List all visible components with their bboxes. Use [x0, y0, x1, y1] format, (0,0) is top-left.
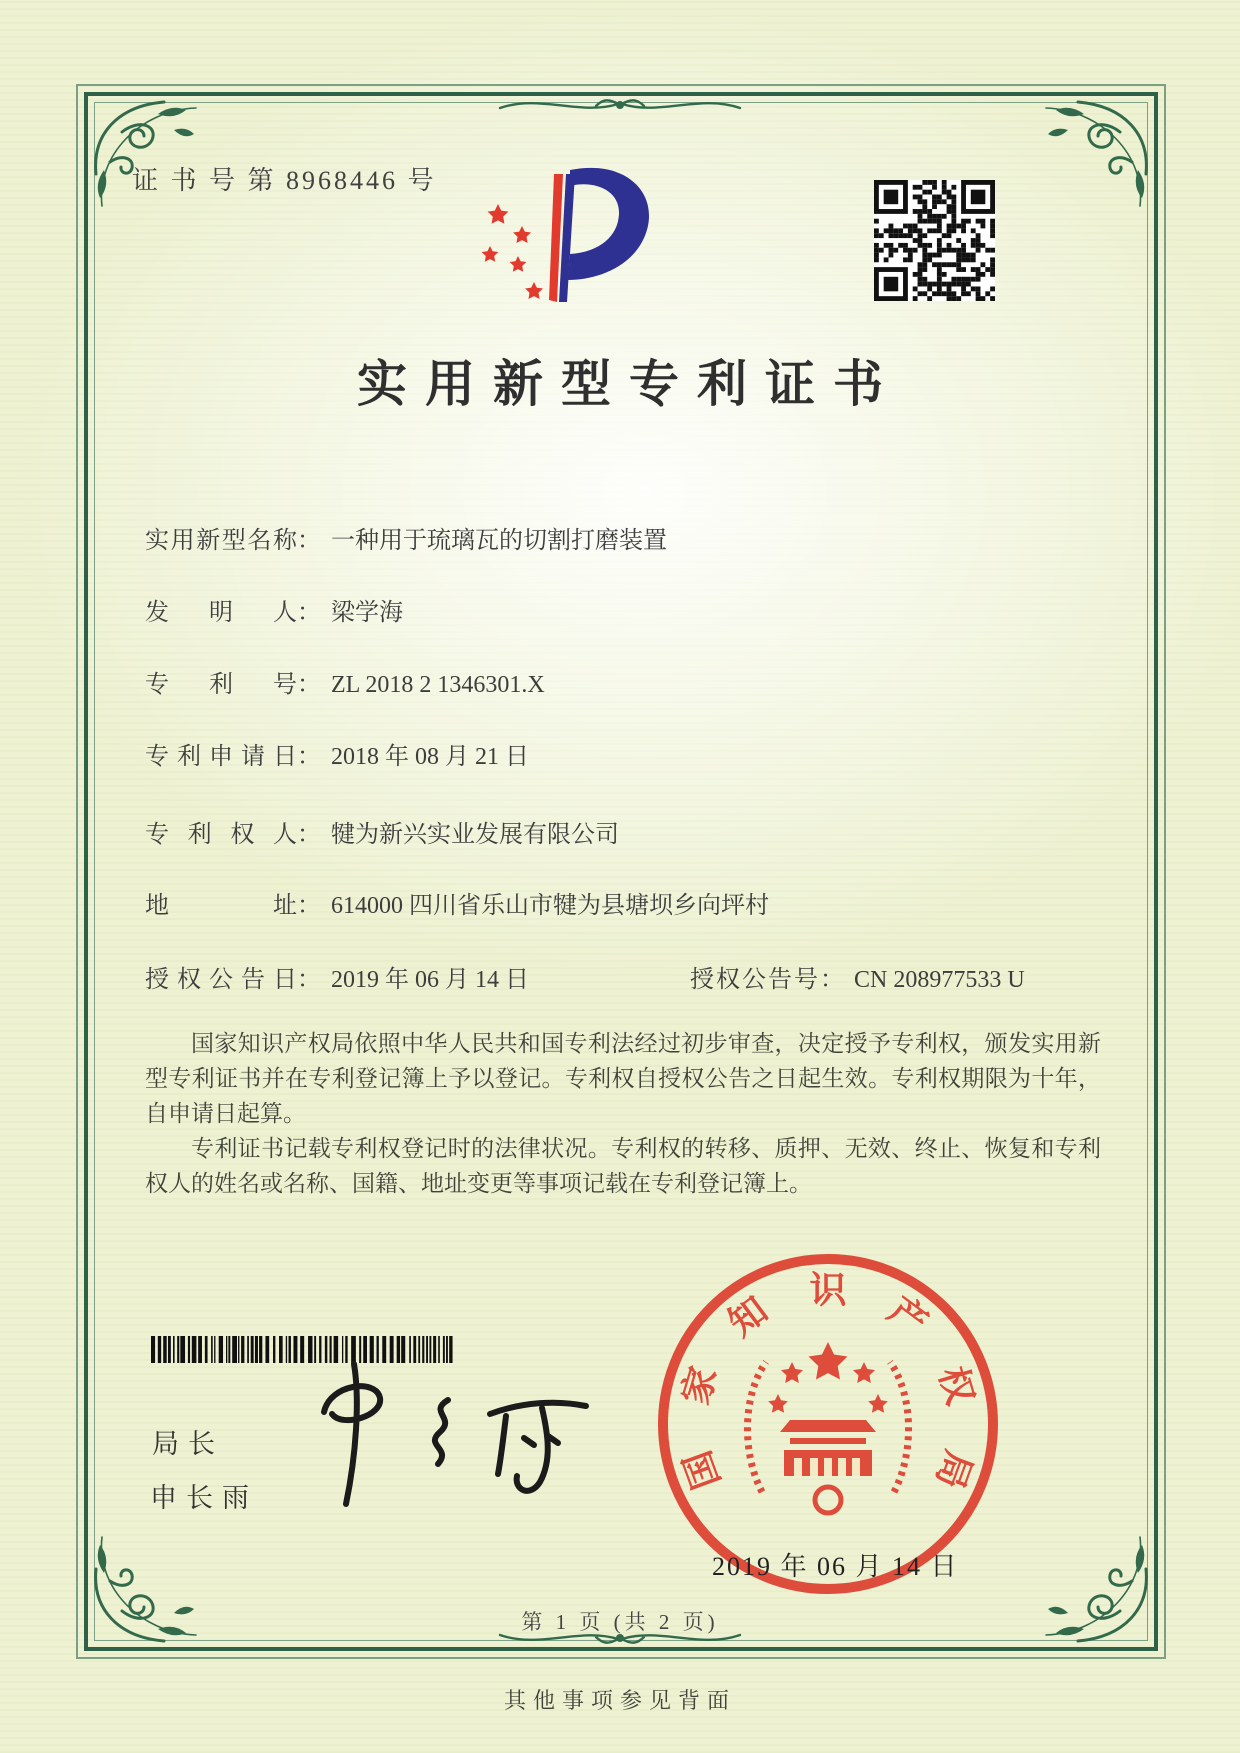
svg-text:产: 产 — [880, 1289, 935, 1345]
field-grant-number — [690, 963, 1025, 997]
field-row-address — [145, 889, 769, 923]
certificate-number: 证 书 号 第 8968446 号 — [132, 166, 437, 195]
cnipa-logo-icon — [466, 156, 676, 318]
field-label: 授权公告日 — [145, 967, 297, 993]
field-label: 专利权人 — [145, 822, 297, 848]
field-label: 发明人 — [145, 600, 297, 626]
field-value: 梁学海 — [331, 600, 403, 626]
field-label: 专利申请日 — [145, 744, 297, 770]
page-indicator: 第 1 页 (共 2 页) — [521, 1610, 719, 1634]
field-value: 犍为新兴实业发展有限公司 — [331, 822, 619, 848]
field-row-filing-date — [145, 740, 529, 774]
field-label: 实用新型名称 — [145, 528, 297, 554]
field-colon: ： — [297, 744, 321, 770]
seal-date: 2019 年 06 月 14 日 — [712, 1552, 959, 1581]
field-colon: ： — [297, 672, 321, 698]
field-label: 授权公告号 — [690, 967, 820, 993]
field-colon: ： — [297, 822, 321, 848]
field-row-inventor — [145, 596, 403, 630]
svg-text:知: 知 — [721, 1289, 776, 1345]
legal-paragraph-1: 国家知识产权局依照中华人民共和国专利法经过初步审查，决定授予专利权，颁发实用新型专利证书并在专利登记簿上予以登记。专利权自授权公告之日起生效。专利权期限为十年，自申请日起算。 — [145, 1031, 1101, 1126]
field-row-patent-number — [145, 668, 545, 702]
field-colon: ： — [297, 528, 321, 554]
field-row-patentee — [145, 818, 619, 852]
field-value: CN 208977533 U — [854, 967, 1025, 993]
field-value: 2019 年 06 月 14 日 — [331, 967, 529, 993]
field-colon: ： — [297, 600, 321, 626]
field-value: 614000 四川省乐山市犍为县塘坝乡向坪村 — [331, 893, 769, 919]
back-side-note: 其他事项参见背面 — [503, 1688, 736, 1713]
field-value: ZL 2018 2 1346301.X — [331, 672, 545, 698]
legal-paragraph-2: 专利证书记载专利权登记时的法律状况。专利权的转移、质押、无效、终止、恢复和专利权人的姓名或名称、国籍、地址变更等事项记载在专利登记簿上。 — [145, 1136, 1101, 1196]
svg-text:国: 国 — [677, 1445, 729, 1494]
legal-text — [145, 1026, 1101, 1201]
field-row-grant-date — [145, 963, 1025, 997]
certificate-title: 实用新型专利证书 — [357, 356, 901, 412]
svg-text:识: 识 — [809, 1270, 847, 1312]
director-title: 局长 — [152, 1429, 224, 1459]
edge-flourish-icon — [490, 90, 750, 120]
field-value: 一种用于琉璃瓦的切割打磨装置 — [331, 528, 667, 554]
field-label: 专利号 — [145, 672, 297, 698]
signature-handwriting-icon — [290, 1352, 600, 1527]
svg-text:权: 权 — [930, 1362, 981, 1410]
field-colon: ： — [820, 967, 844, 993]
director-name: 申长雨 — [150, 1483, 258, 1513]
field-value: 2018 年 08 月 21 日 — [331, 744, 529, 770]
corner-flourish-icon — [1024, 96, 1154, 226]
svg-text:局: 局 — [927, 1445, 979, 1494]
field-colon: ： — [297, 967, 321, 993]
field-row-utility-name — [145, 524, 667, 558]
field-label: 地址 — [145, 893, 297, 919]
field-colon: ： — [297, 893, 321, 919]
svg-text:家: 家 — [675, 1362, 726, 1410]
qr-code — [874, 180, 995, 301]
